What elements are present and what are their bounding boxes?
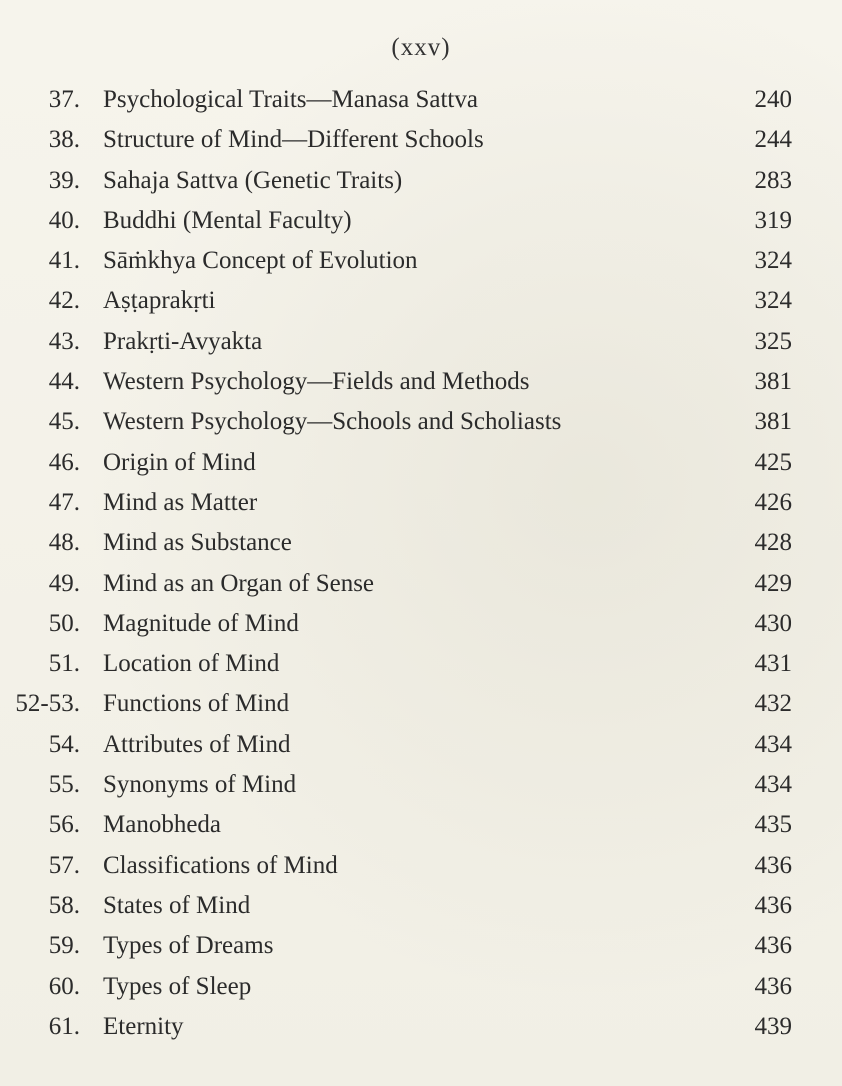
chapter-number: 45. bbox=[48, 408, 80, 436]
chapter-number: 54. bbox=[48, 730, 80, 758]
chapter-page: 324 bbox=[754, 287, 792, 315]
chapter-page: 428 bbox=[754, 529, 792, 557]
chapter-page: 425 bbox=[754, 448, 792, 476]
chapter-number: 38. bbox=[48, 126, 80, 154]
toc-entry bbox=[0, 604, 842, 644]
chapter-title: Synonyms of Mind bbox=[103, 771, 297, 799]
chapter-page: 319 bbox=[754, 206, 792, 234]
chapter-page: 429 bbox=[754, 569, 792, 597]
chapter-number: 58. bbox=[48, 891, 80, 919]
chapter-number: 42. bbox=[48, 287, 80, 315]
toc-entry bbox=[0, 926, 842, 966]
chapter-number: 60. bbox=[48, 972, 80, 1000]
chapter-page: 324 bbox=[754, 247, 792, 275]
toc-entry bbox=[0, 241, 842, 281]
chapter-number: 59. bbox=[48, 932, 80, 960]
chapter-title: Western Psychology—Schools and Scholiasts bbox=[103, 408, 562, 436]
toc-entry bbox=[0, 281, 842, 321]
chapter-page: 434 bbox=[754, 771, 792, 799]
chapter-number: 55. bbox=[48, 771, 80, 799]
chapter-title: Mind as Matter bbox=[103, 488, 258, 516]
chapter-number: 56. bbox=[48, 811, 80, 839]
chapter-title: Location of Mind bbox=[103, 650, 280, 678]
chapter-title: Attributes of Mind bbox=[103, 730, 291, 758]
toc-entry bbox=[0, 402, 842, 442]
chapter-number: 43. bbox=[48, 327, 80, 355]
toc-entry bbox=[0, 967, 842, 1007]
toc-entry bbox=[0, 322, 842, 362]
chapter-number: 49. bbox=[48, 569, 80, 597]
toc-entry bbox=[0, 201, 842, 241]
chapter-page: 436 bbox=[754, 851, 792, 879]
chapter-title: Mind as Substance bbox=[103, 529, 292, 557]
chapter-number: 57. bbox=[48, 851, 80, 879]
chapter-title: Mind as an Organ of Sense bbox=[103, 569, 375, 597]
toc-entry bbox=[0, 523, 842, 563]
toc-entry bbox=[0, 1007, 842, 1047]
chapter-page: 430 bbox=[754, 609, 792, 637]
chapter-number: 48. bbox=[48, 529, 80, 557]
chapter-page: 431 bbox=[754, 650, 792, 678]
chapter-title: States of Mind bbox=[103, 891, 251, 919]
chapter-page: 439 bbox=[754, 1012, 792, 1040]
chapter-number: 51. bbox=[48, 650, 80, 678]
chapter-number: 47. bbox=[48, 488, 80, 516]
chapter-title: Origin of Mind bbox=[103, 448, 256, 476]
chapter-title: Psychological Traits—Manasa Sattva bbox=[103, 86, 478, 113]
toc-entry bbox=[0, 362, 842, 402]
toc-entry bbox=[0, 765, 842, 805]
toc-entry bbox=[0, 644, 842, 684]
page-number: (xxv) bbox=[391, 34, 451, 61]
toc-entry bbox=[0, 805, 842, 845]
chapter-number: 44. bbox=[48, 368, 80, 396]
chapter-title: Functions of Mind bbox=[103, 690, 290, 718]
chapter-page: 244 bbox=[754, 126, 792, 154]
chapter-number: 41. bbox=[48, 247, 80, 275]
chapter-title: Manobheda bbox=[103, 811, 222, 839]
chapter-number: 40. bbox=[48, 206, 80, 234]
chapter-number: 52-53. bbox=[15, 690, 80, 718]
toc-entry bbox=[0, 846, 842, 886]
chapter-number: 50. bbox=[48, 609, 80, 637]
chapter-number: 46. bbox=[48, 448, 80, 476]
chapter-page: 381 bbox=[754, 368, 792, 396]
chapter-page: 432 bbox=[754, 690, 792, 718]
chapter-title: Structure of Mind—Different Schools bbox=[103, 126, 484, 154]
toc-entry bbox=[0, 483, 842, 523]
chapter-title: Prakṛti-Avyakta bbox=[103, 327, 263, 355]
chapter-page: 283 bbox=[754, 166, 792, 194]
chapter-title: Western Psychology—Fields and Methods bbox=[103, 368, 530, 396]
chapter-title: Sahaja Sattva (Genetic Traits) bbox=[103, 166, 403, 194]
chapter-number: 37. bbox=[48, 86, 80, 113]
chapter-title: Aṣṭaprakṛti bbox=[103, 287, 216, 315]
toc-entry bbox=[0, 725, 842, 765]
chapter-page: 436 bbox=[754, 932, 792, 960]
chapter-title: Types of Sleep bbox=[103, 972, 252, 1000]
chapter-title: Types of Dreams bbox=[103, 932, 274, 960]
chapter-page: 436 bbox=[754, 972, 792, 1000]
chapter-page: 434 bbox=[754, 730, 792, 758]
toc-entry bbox=[0, 443, 842, 483]
toc-entry bbox=[0, 120, 842, 160]
toc-entry bbox=[0, 161, 842, 201]
toc-entry bbox=[0, 80, 842, 120]
chapter-page: 435 bbox=[754, 811, 792, 839]
chapter-title: Buddhi (Mental Faculty) bbox=[103, 206, 352, 234]
chapter-page: 436 bbox=[754, 891, 792, 919]
chapter-number: 39. bbox=[48, 166, 80, 194]
chapter-title: Classifications of Mind bbox=[103, 851, 338, 879]
chapter-title: Magnitude of Mind bbox=[103, 609, 299, 637]
chapter-title: Sāṁkhya Concept of Evolution bbox=[103, 247, 418, 275]
chapter-page: 240 bbox=[754, 86, 792, 113]
chapter-page: 381 bbox=[754, 408, 792, 436]
toc-entry bbox=[0, 886, 842, 926]
chapter-title: Eternity bbox=[103, 1012, 184, 1040]
chapter-number: 61. bbox=[48, 1012, 80, 1040]
toc-entry bbox=[0, 564, 842, 604]
toc-entry bbox=[0, 684, 842, 724]
table-of-contents bbox=[0, 80, 842, 1047]
chapter-page: 426 bbox=[754, 488, 792, 516]
chapter-page: 325 bbox=[754, 327, 792, 355]
